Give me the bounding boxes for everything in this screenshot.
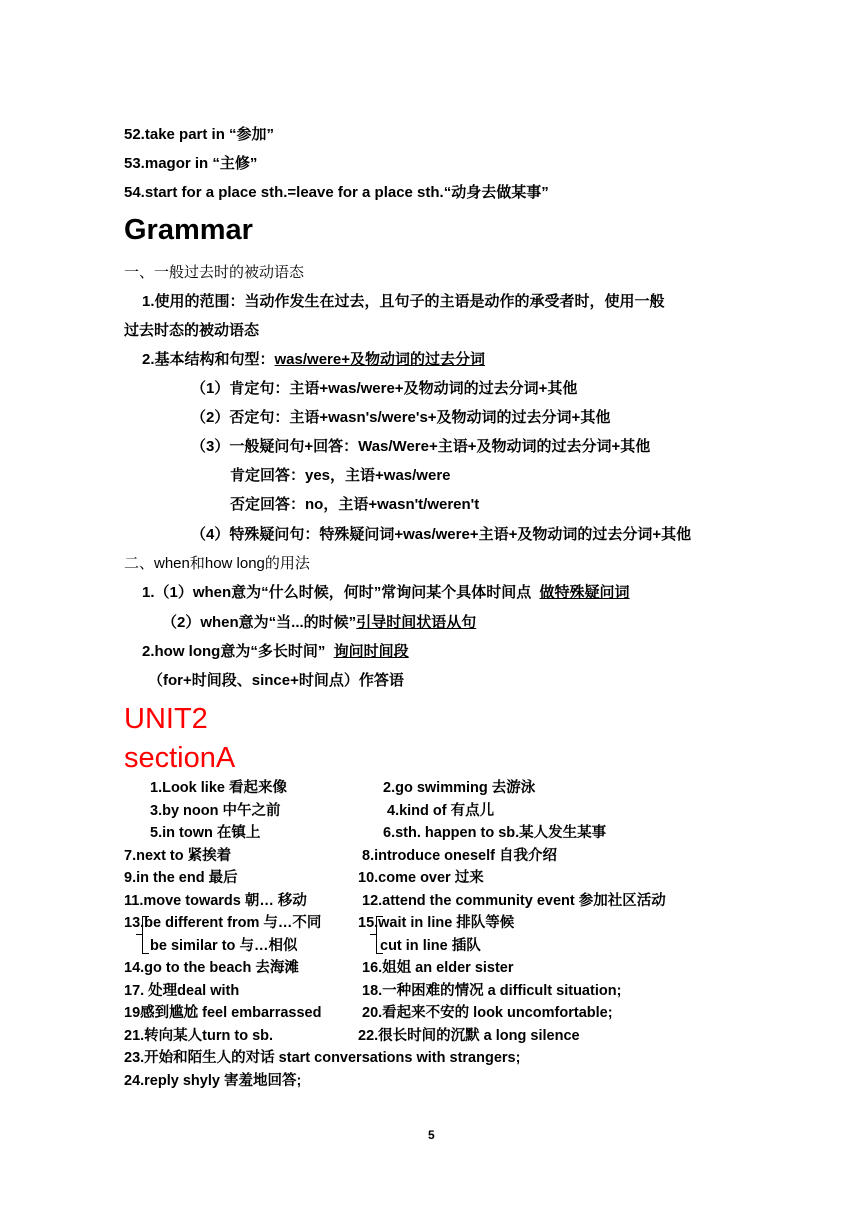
vocab-16: 16.姐姐 an elder sister: [362, 960, 514, 976]
s1-point1-line1: 1.使用的范围：当动作发生在过去，且句子的主语是动作的承受者时，使用一般: [142, 293, 665, 310]
vocab-6: 6.sth. happen to sb.某人发生某事: [383, 825, 607, 841]
vocab-8: 8.introduce oneself 自我介绍: [362, 848, 557, 864]
vocab-15b: cut in line 插队: [380, 938, 481, 954]
s1-answer-no: 否定回答：no，主语+wasn't/weren't: [230, 496, 480, 513]
s2-line-3-underlined: 询问时间段: [333, 643, 409, 660]
s2-line-1: [142, 583, 630, 603]
vocab-24: 24.reply shyly 害羞地回答;: [124, 1073, 302, 1089]
vocab-13b: be similar to 与…相似: [150, 938, 298, 954]
vocab-5: 5.in town 在镇上: [150, 825, 261, 841]
s1-point2-prefix: 2.基本结构和句型：: [142, 351, 275, 368]
s2-line-2-text: （2）when意为“当...的时候”: [162, 614, 357, 631]
vocab-18: 18.一种困难的情况 a difficult situation;: [362, 983, 622, 999]
vocab-19: 19感到尴尬 feel embarrassed: [124, 1005, 322, 1021]
s2-line-1-text: 1.（1）when意为“什么时候，何时”常询问某个具体时间点: [142, 584, 532, 601]
s2-line-1-underlined: 做特殊疑问词: [539, 584, 630, 601]
left-brace-tick: [136, 934, 142, 935]
vocab-1: 1.Look like 看起来像: [150, 780, 287, 796]
s2-line-3: [142, 642, 409, 662]
s1-item-1: （1）肯定句：主语+was/were+及物动词的过去分词+其他: [191, 380, 578, 397]
vocab-21: 21.转向某人turn to sb.: [124, 1028, 274, 1044]
s1-point1-line2: 过去时态的被动语态: [124, 322, 260, 339]
phrase-53: 53.magor in “主修”: [124, 155, 258, 172]
s2-line-2-underlined: 引导时间状语从句: [356, 614, 477, 631]
grammar-heading: Grammar: [124, 214, 253, 246]
s2-line-3-text: 2.how long意为“多长时间”: [142, 643, 326, 660]
s1-item-3: （3）一般疑问句+回答：Was/Were+主语+及物动词的过去分词+其他: [191, 438, 651, 455]
vocab-2: 2.go swimming 去游泳: [383, 780, 536, 796]
vocab-22: 22.很长时间的沉默 a long silence: [358, 1028, 580, 1044]
unit-title: UNIT2: [124, 703, 208, 735]
phrase-52: 52.take part in “参加”: [124, 126, 275, 143]
vocab-11: 11.move towards 朝… 移动: [124, 893, 307, 909]
phrase-54: 54.start for a place sth.=leave for a place sth.“动身去做某事”: [124, 184, 549, 201]
vocab-12: 12.attend the community event 参加社区活动: [362, 893, 666, 909]
vocab-17: 17. 处理deal with: [124, 983, 240, 999]
vocab-13: 13.be different from 与…不同: [124, 915, 322, 931]
s1-item-4: （4）特殊疑问句：特殊疑问词+was/were+主语+及物动词的过去分词+其他: [191, 526, 692, 543]
vocab-3: 3.by noon 中午之前: [150, 803, 281, 819]
s1-point2: [142, 350, 485, 370]
s2-line-4: （for+时间段、since+时间点）作答语: [148, 672, 404, 689]
vocab-10: 10.come over 过来: [358, 870, 484, 886]
section-1-title: 一、一般过去时的被动语态: [124, 264, 305, 281]
vocab-20: 20.看起来不安的 look uncomfortable;: [362, 1005, 613, 1021]
vocab-9: 9.in the end 最后: [124, 870, 238, 886]
vocab-15: 15.wait in line 排队等候: [358, 915, 515, 931]
s1-point2-structure: was/were+及物动词的过去分词: [274, 351, 485, 368]
section-title: sectionA: [124, 742, 236, 774]
section-2-title: 二、when和how long的用法: [124, 555, 310, 572]
right-brace-tick: [370, 934, 376, 935]
s1-item-2: （2）否定句：主语+wasn's/were's+及物动词的过去分词+其他: [191, 409, 611, 426]
vocab-4: 4.kind of 有点儿: [387, 803, 495, 819]
vocab-23: 23.开始和陌生人的对话 start conversations with strangers;: [124, 1050, 521, 1066]
s1-answer-yes: 肯定回答：yes，主语+was/were: [230, 467, 451, 484]
vocab-7: 7.next to 紧挨着: [124, 848, 232, 864]
page-number: 5: [428, 1128, 435, 1142]
s2-line-2: [162, 613, 476, 633]
vocab-14: 14.go to the beach 去海滩: [124, 960, 299, 976]
